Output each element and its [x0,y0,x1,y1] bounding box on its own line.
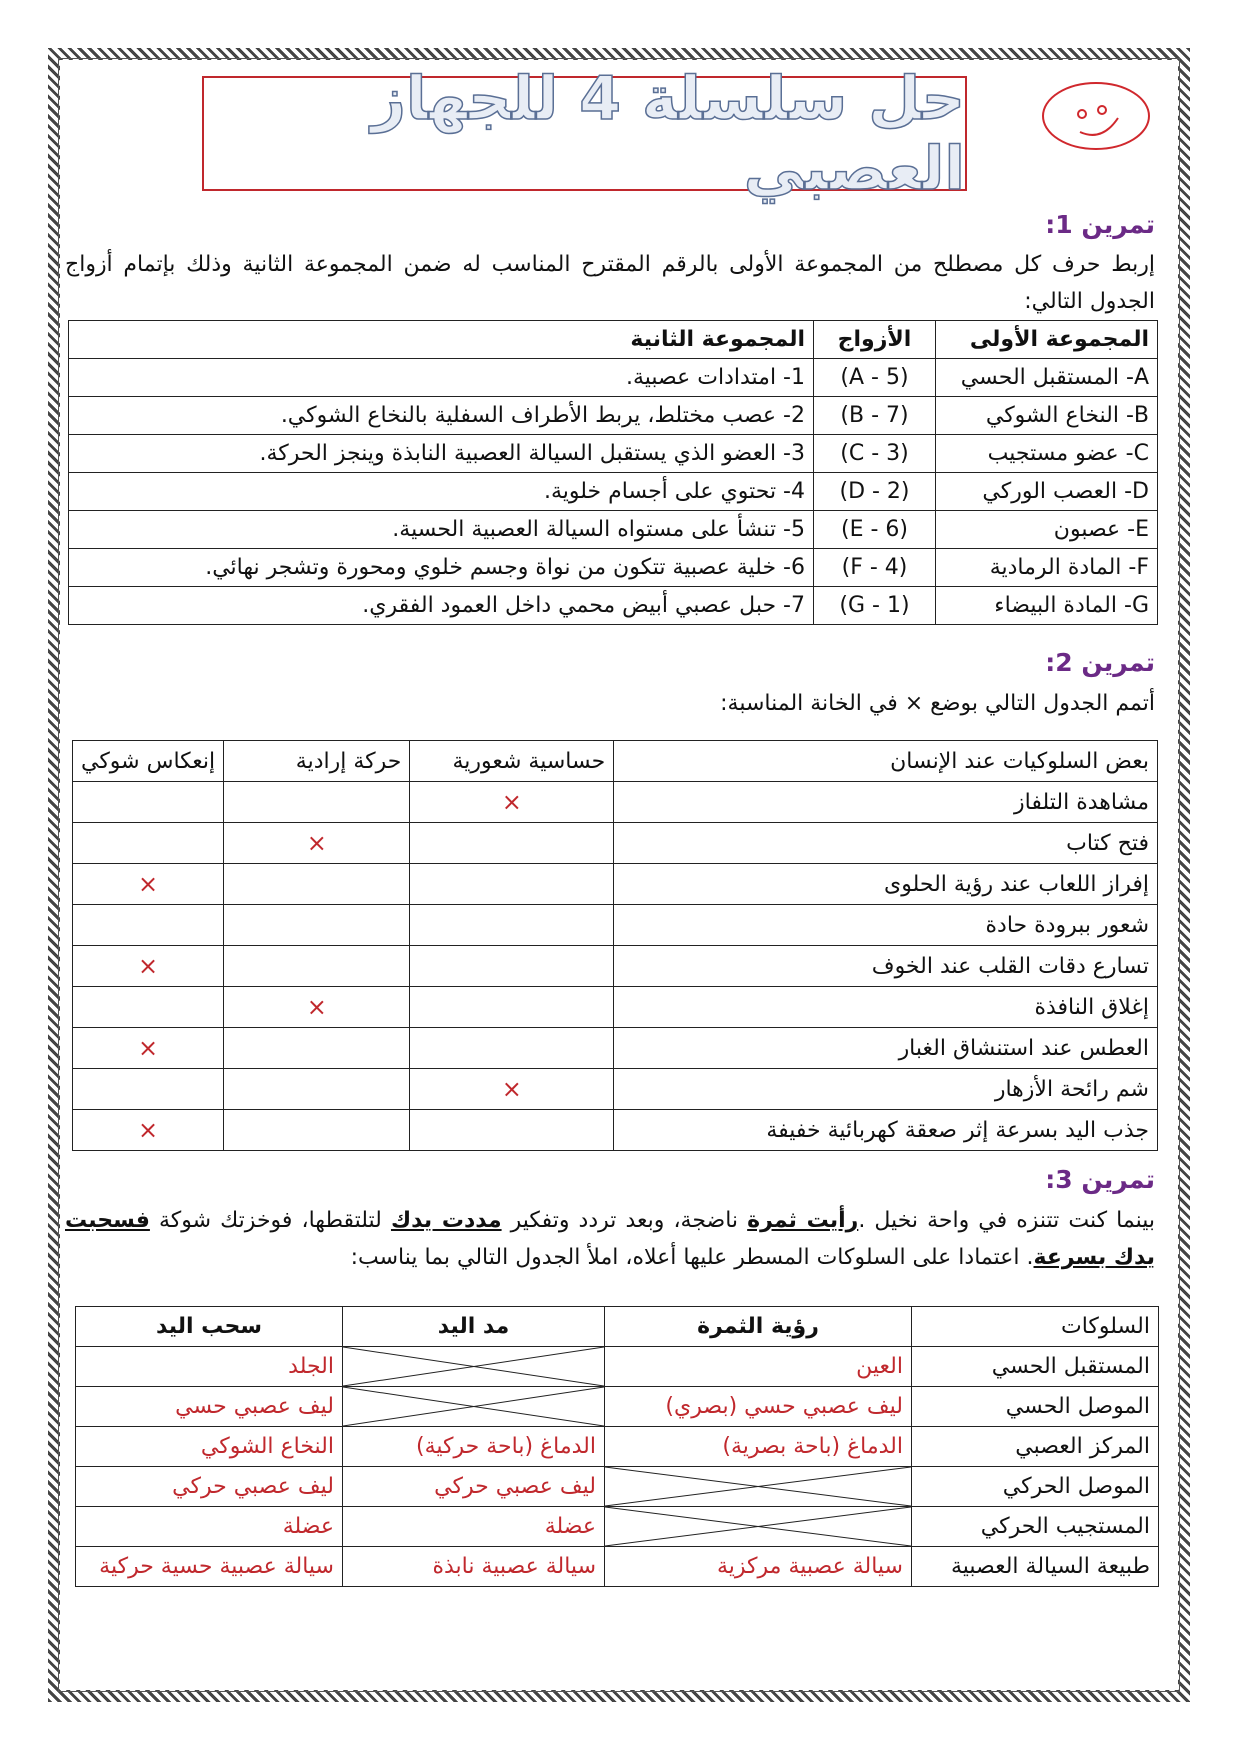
table-cell: 1- امتدادات عصبية. [69,359,814,397]
table-row [73,987,1158,1028]
row-label: الموصل الحركي [912,1467,1159,1507]
behavior-label: شم رائحة الأزهار [614,1069,1158,1110]
table-cell [410,782,614,823]
x-mark: × [306,993,327,1021]
table-cell [224,1069,410,1110]
table-cell: A- المستقبل الحسي [936,359,1158,397]
table-cell [410,1110,614,1151]
table-row [76,1467,1159,1507]
table-cell [73,823,224,864]
table-cell: 3- العضو الذي يستقبل السيالة العصبية النابذة وينجز الحركة. [69,435,814,473]
table-cell: (F - 4) [814,549,936,587]
exercise-3-table [75,1306,1159,1587]
table-row [73,1110,1158,1151]
smiley-face-icon [1040,80,1152,152]
column-header: إنعكاس شوكي [73,741,224,782]
table-cell [224,905,410,946]
behavior-label: إفراز اللعاب عند رؤية الحلوى [614,864,1158,905]
table-cell: C- عضو مستجيب [936,435,1158,473]
table-cell: 4- تحتوي على أجسام خلوية. [69,473,814,511]
table-cell [224,1028,410,1069]
table-header-row [69,321,1158,359]
answer-cell: عضلة [343,1507,605,1547]
table-row [69,587,1158,625]
answer-cell: سيالة عصبية نابذة [343,1547,605,1587]
column-header: الأزواج [814,321,936,359]
behavior-label: مشاهدة التلفاز [614,782,1158,823]
table-cell: 6- خلية عصبية تتكون من نواة وجسم خلوي ومحورة وتشجر نهائي. [69,549,814,587]
row-label: المركز العصبي [912,1427,1159,1467]
table-cell: (C - 3) [814,435,936,473]
table-cell [224,823,410,864]
column-header: بعض السلوكيات عند الإنسان [614,741,1158,782]
table-row [69,511,1158,549]
x-mark: × [138,952,159,980]
table-row [73,864,1158,905]
behavior-label: العطس عند استنشاق الغبار [614,1028,1158,1069]
table-cell: G- المادة البيضاء [936,587,1158,625]
table-row [73,946,1158,987]
row-label: طبيعة السيالة العصبية [912,1547,1159,1587]
table-cell: 7- حبل عصبي أبيض محمي داخل العمود الفقري. [69,587,814,625]
answer-cell: النخاع الشوكي [76,1427,343,1467]
column-header: حساسية شعورية [410,741,614,782]
column-header: مد اليد [343,1307,605,1347]
table-cell: (G - 1) [814,587,936,625]
table-row [73,1028,1158,1069]
table-cell [73,1028,224,1069]
table-row [73,905,1158,946]
table-row [69,359,1158,397]
behavior-label: جذب اليد بسرعة إثر صعقة كهربائية خفيفة [614,1110,1158,1151]
x-mark: × [138,1116,159,1144]
table-cell: B- النخاع الشوكي [936,397,1158,435]
column-header: حركة إرادية [224,741,410,782]
table-row [69,473,1158,511]
exercise-1-heading: تمرين 1: [1045,210,1155,239]
crossed-out-cell [343,1387,605,1427]
table-row [69,397,1158,435]
row-label: المستجيب الحركي [912,1507,1159,1547]
table-cell [410,864,614,905]
answer-cell: ليف عصبي حركي [76,1467,343,1507]
table-header-row [73,741,1158,782]
table-row [76,1347,1159,1387]
exercise-3-story [65,1202,1155,1276]
story-underlined: رأيت ثمرة [747,1208,859,1233]
table-row [76,1427,1159,1467]
behavior-label: شعور ببرودة حادة [614,905,1158,946]
behavior-label: تسارع دقات القلب عند الخوف [614,946,1158,987]
answer-cell: الدماغ (باحة بصرية) [605,1427,912,1467]
table-row [76,1547,1159,1587]
table-row [76,1387,1159,1427]
answer-cell: ليف عصبي حسي (بصري) [605,1387,912,1427]
exercise-2-heading: تمرين 2: [1045,648,1155,677]
table-cell [224,1110,410,1151]
exercise-1-table [68,320,1158,625]
table-cell: E- عصبون [936,511,1158,549]
table-cell [73,946,224,987]
table-cell [410,1069,614,1110]
table-cell [73,864,224,905]
table-row [73,1069,1158,1110]
table-cell [224,987,410,1028]
table-cell [410,946,614,987]
table-cell [410,1028,614,1069]
table-cell [73,905,224,946]
answer-cell: ليف عصبي حسي [76,1387,343,1427]
x-mark: × [138,870,159,898]
story-part: ناضجة، وبعد تردد وتفكير [501,1208,748,1233]
behavior-label: فتح كتاب [614,823,1158,864]
answer-cell: الدماغ (باحة حركية) [343,1427,605,1467]
table-cell [410,823,614,864]
crossed-out-cell [343,1347,605,1387]
x-mark: × [138,1034,159,1062]
exercise-2-instruction: أتمم الجدول التالي بوضع × في الخانة المناسبة: [720,691,1155,716]
table-cell: (B - 7) [814,397,936,435]
answer-cell: سيالة عصبية حسية حركية [76,1547,343,1587]
table-cell: D- العصب الوركي [936,473,1158,511]
crossed-out-cell [605,1467,912,1507]
story-part: لتلتقطها، فوخزتك شوكة [149,1208,391,1233]
table-cell [73,782,224,823]
table-row [69,549,1158,587]
answer-cell: الجلد [76,1347,343,1387]
table-cell [410,905,614,946]
story-part: . اعتمادا على السلوكات المسطر عليها أعلاه، املأ الجدول التالي بما يناسب: [350,1245,1034,1270]
answer-cell: عضلة [76,1507,343,1547]
table-cell: (E - 6) [814,511,936,549]
title-box [202,63,967,204]
exercise-1-instruction: إربط حرف كل مصطلح من المجموعة الأولى بالرقم المقترح المناسب له ضمن المجموعة الثانية وذلك بإتمام أزواج الجدول التالي: [65,252,1155,314]
crossed-out-cell [605,1507,912,1547]
table-cell [224,946,410,987]
column-header: سحب اليد [76,1307,343,1347]
exercise-3-heading: تمرين 3: [1045,1165,1155,1194]
table-row [73,823,1158,864]
table-row [76,1507,1159,1547]
column-header: المجموعة الثانية [69,321,814,359]
x-mark: × [306,829,327,857]
behavior-label: إغلاق النافذة [614,987,1158,1028]
column-header: رؤية الثمرة [605,1307,912,1347]
column-header: المجموعة الأولى [936,321,1158,359]
answer-cell: ليف عصبي حركي [343,1467,605,1507]
page-title: حل سلسلة 4 للجهاز العصبي [371,63,965,204]
answer-cell: العين [605,1347,912,1387]
table-cell: (A - 5) [814,359,936,397]
row-label: المستقبل الحسي [912,1347,1159,1387]
exercise-2-table [72,740,1158,1151]
table-header-row [76,1307,1159,1347]
table-cell: F- المادة الرمادية [936,549,1158,587]
table-cell: 5- تنشأ على مستواه السيالة العصبية الحسية. [69,511,814,549]
answer-cell: سيالة عصبية مركزية [605,1547,912,1587]
table-cell [73,1069,224,1110]
column-header: السلوكات [912,1307,1159,1347]
table-cell: (D - 2) [814,473,936,511]
table-cell [73,1110,224,1151]
table-row [69,435,1158,473]
x-mark: × [501,788,522,816]
table-row [73,782,1158,823]
table-cell [224,864,410,905]
x-mark: × [501,1075,522,1103]
story-underlined: مددت يدك [390,1208,502,1233]
row-label: الموصل الحسي [912,1387,1159,1427]
table-cell [224,782,410,823]
table-cell: 2- عصب مختلط، يربط الأطراف السفلية بالنخاع الشوكي. [69,397,814,435]
story-part: بينما كنت تتنزه في واحة نخيل . [858,1208,1155,1233]
table-cell [410,987,614,1028]
story-underlined: فسحبت يدك بسرعة [65,1208,1155,1270]
table-cell [73,987,224,1028]
